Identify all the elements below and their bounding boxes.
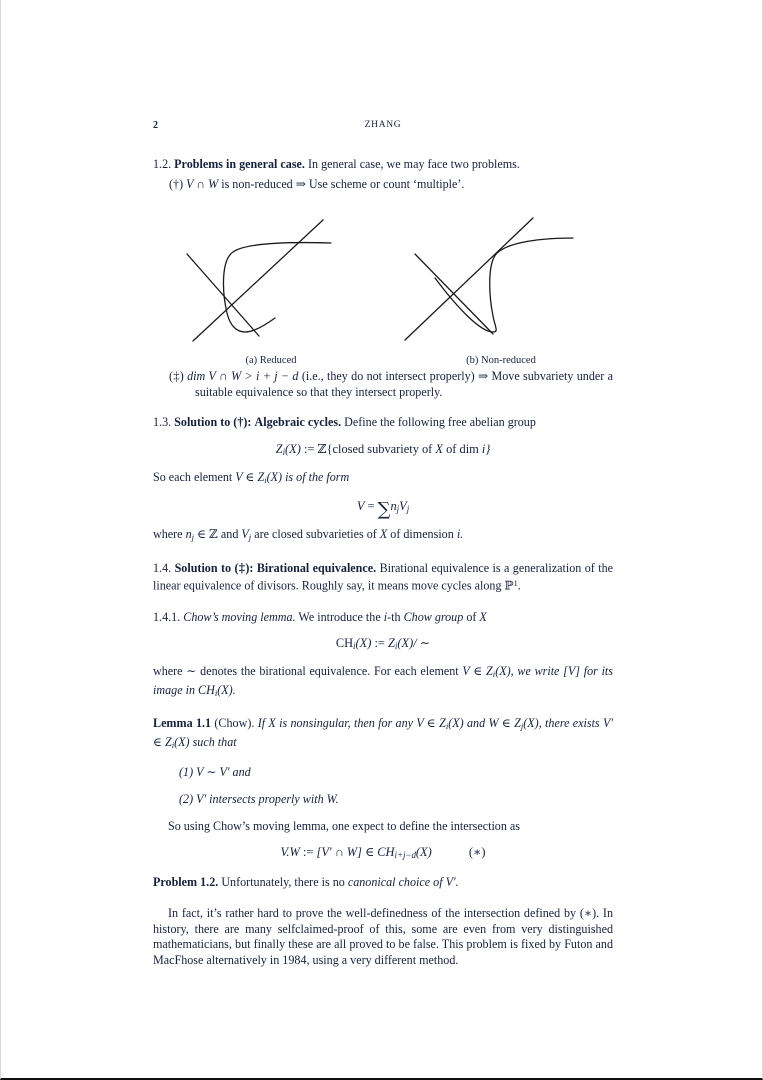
s141-chow-group-term: Chow group [403, 609, 464, 624]
section-1-4-paragraph [153, 561, 613, 595]
s13-text3-i: i. [456, 527, 464, 542]
figure-b-caption: (b) Non-reduced [466, 355, 536, 367]
s141-index: i [383, 609, 388, 624]
lemma-statement-a: If X is nonsingular, then for any V ∈ Z [257, 716, 446, 731]
item-ddagger-marker: (‡) [169, 369, 184, 384]
lemma-attribution: (Chow). [214, 716, 255, 731]
problem-text-b: choice of V′. [398, 875, 459, 890]
eq1-rhs-tail: of dim [446, 441, 479, 456]
section-1-3-text2 [153, 470, 613, 489]
lemma-label: Lemma 1.1 [153, 716, 212, 731]
s13-text3-b: ∈ ℤ and [197, 527, 239, 542]
eq3-lhs: CH [335, 636, 354, 651]
lemma-item-1: (1) V ∼ V′ and [179, 765, 251, 780]
eq2-lhs: V [356, 499, 365, 514]
s13-text3-c: are closed subvarieties of [254, 527, 377, 542]
eq2-sum-symbol: ∑ [377, 499, 391, 521]
eq1-integers: ℤ [317, 440, 327, 456]
s13-text3-math: n [185, 527, 192, 542]
figure-b [401, 208, 601, 366]
section-1-4-1-paragraph [153, 610, 613, 626]
eq3-rhs-sub: i [394, 641, 398, 652]
equation-chow-group [153, 634, 613, 655]
s141-text-a: We introduce the [298, 609, 381, 624]
equation-cycle-sum [153, 497, 613, 521]
s141-text2-sub: i [492, 669, 496, 680]
section-1-4-heading-a: Solution to (‡): [174, 560, 254, 575]
s141-text-x: X [479, 609, 487, 624]
lemma-item-2: (2) V′ intersects properly with W. [179, 792, 339, 807]
section-1-3-heading-b: Algebraic cycles. [254, 415, 342, 430]
s13-text2-sub: i [264, 474, 267, 485]
running-head [153, 120, 613, 142]
problem-emphasis: canonical [347, 875, 396, 890]
eq4-lhs: V.W [280, 845, 300, 860]
figure-a-line-1 [187, 254, 259, 336]
eq3-rhs-arg: (X)/ [397, 636, 417, 651]
s141-text2-sub2: i [214, 687, 218, 698]
eq2-relation: = [367, 499, 375, 514]
figure-a-caption: (a) Reduced [245, 355, 297, 367]
eq1-rhs: {closed subvariety of [326, 441, 433, 456]
eq4-tag: (∗) [468, 845, 486, 860]
figure-b-line-2 [405, 218, 533, 340]
s13-text2-math: V ∈ Z [235, 469, 265, 484]
s141-text2-math: V ∈ Z [462, 664, 493, 679]
s13-text3-x: X [379, 527, 388, 542]
eq2-variety-sub: j [406, 504, 410, 515]
closing-paragraph: In fact, it’s rather hard to prove the well-definedness of the intersection defined by (∗). In history, there are many selfclaimed-proof of this, some are even from very distinguished mathematicians, but finally these are all proved to be false. This problem is fixed by Futon and MacFhose alternatively in 1984, using a very different method. [153, 905, 613, 967]
equation-intersection-product [153, 843, 613, 864]
figure-row [153, 208, 613, 366]
eq4-sub: i+j−d [394, 850, 416, 861]
page-content [153, 120, 613, 968]
section-1-3-paragraph [153, 415, 613, 431]
eq2-coefficient: n [390, 499, 397, 514]
after-lemma-text: So using Chow’s moving lemma, one expect to define the intersection as [168, 818, 520, 833]
s141-text2-c: (X). [217, 682, 236, 697]
item-ddagger-text: (i.e., they do not intersect properly) ⇒ Move subvariety under a suitable equivalence so that they intersect properly. [195, 369, 613, 399]
eq1-lhs-arg: (X) [285, 441, 301, 456]
section-1-2-number: 1.2. [153, 157, 172, 171]
lemma-statement-d: (X) such that [174, 734, 237, 749]
section-1-4-1-text2 [153, 664, 613, 701]
s141-text-b: -th [387, 609, 401, 624]
problem-text-a: Unfortunately, there is no [221, 875, 345, 890]
problem-label: Problem 1.2. [153, 875, 219, 890]
lemma-statement-c: (X), there exists V′ ∈ Z [153, 716, 613, 749]
section-1-2-paragraph [153, 157, 613, 173]
eq1-lhs: Z [275, 441, 283, 456]
eq1-relation: := [303, 441, 315, 456]
section-1-2-heading: Problems in general case. [174, 157, 305, 171]
equation-zi-definition [153, 440, 613, 461]
lemma-sub-j: j [520, 721, 524, 732]
eq4-relation: := [302, 845, 314, 860]
item-dagger-marker: (†) [169, 176, 184, 191]
eq3-equivalence-symbol: ∼ [419, 636, 431, 651]
eq1-lhs-sub: i [282, 446, 286, 457]
eq4-mid: [V′ ∩ W] ∈ CH [316, 845, 395, 860]
projective-line-symbol: ℙ [504, 579, 514, 594]
s141-text2-a: where ∼ denotes the birational equivalence. For each element [153, 664, 459, 679]
eq3-relation: := [374, 636, 385, 651]
section-1-4-heading-b: Birational equivalence. [256, 560, 377, 575]
s141-text-c: of [466, 609, 477, 624]
lemma-statement-b: (X) and W ∈ Z [448, 716, 521, 731]
figure-a-curve [223, 243, 331, 332]
eq2-variety: V [399, 499, 407, 514]
section-1-3-text3 [153, 527, 613, 546]
running-head-title: ZHANG [364, 120, 402, 130]
item-ddagger [153, 369, 613, 400]
section-1-3-number: 1.3. [153, 415, 172, 430]
lemma-1-1 [153, 716, 613, 753]
eq4-arg: (X) [415, 845, 432, 860]
eq3-lhs-sub: i [353, 641, 356, 652]
s13-text3-sub: j [191, 532, 195, 543]
eq3-lhs-arg: (X) [355, 636, 372, 651]
figure-b-curve [435, 238, 573, 332]
figure-b-drawing [401, 208, 601, 348]
section-1-4-text: Birational equivalence is a generalization of the linear equivalence of divisors. Roughly say, it means move cycles along [153, 560, 613, 594]
section-1-4-number: 1.4. [153, 560, 172, 575]
item-dagger-math: V ∩ W [186, 176, 219, 191]
section-1-3-heading-a: Solution to (†): [174, 415, 252, 430]
s13-text2-a: So each element [153, 469, 233, 484]
s13-text3-a: where [153, 527, 183, 542]
section-1-4-1-number: 1.4.1. [153, 609, 181, 624]
figure-a-drawing [171, 208, 371, 348]
eq2-coefficient-sub: j [396, 504, 400, 515]
lemma-sub-i2: i [171, 739, 175, 750]
section-1-2-text: In general case, we may face two problems. [307, 157, 520, 171]
item-dagger-text: is non-reduced ⇒ Use scheme or count ‘multiple’. [221, 176, 465, 191]
eq1-rhs-var: X [435, 441, 443, 456]
eq3-rhs: Z [388, 636, 395, 651]
item-ddagger-math: dim V ∩ W > i + j − d [187, 369, 299, 384]
section-1-3-text: Define the following free abelian group [344, 415, 536, 430]
figure-a [171, 208, 371, 366]
section-1-4-1-heading: Chow’s moving lemma. [183, 609, 296, 624]
page-folio: 2 [153, 120, 158, 131]
section-1-4-text-end: . [517, 579, 521, 594]
s13-text2-b: (X) is of the form [266, 469, 350, 484]
s13-text3-v-sub: j [248, 532, 252, 543]
figure-a-line-2 [193, 220, 323, 341]
s13-text3-v: V [241, 527, 249, 542]
projective-line-exponent: 1 [513, 579, 518, 589]
problem-1-2 [153, 875, 613, 891]
s141-text2-b: (X), we write [V] for its image in CH [153, 664, 613, 697]
eq1-rhs-index: i} [481, 441, 491, 456]
item-dagger [153, 177, 613, 193]
lemma-sub-i: i [445, 721, 449, 732]
s13-text3-d: of dimension [390, 527, 454, 542]
